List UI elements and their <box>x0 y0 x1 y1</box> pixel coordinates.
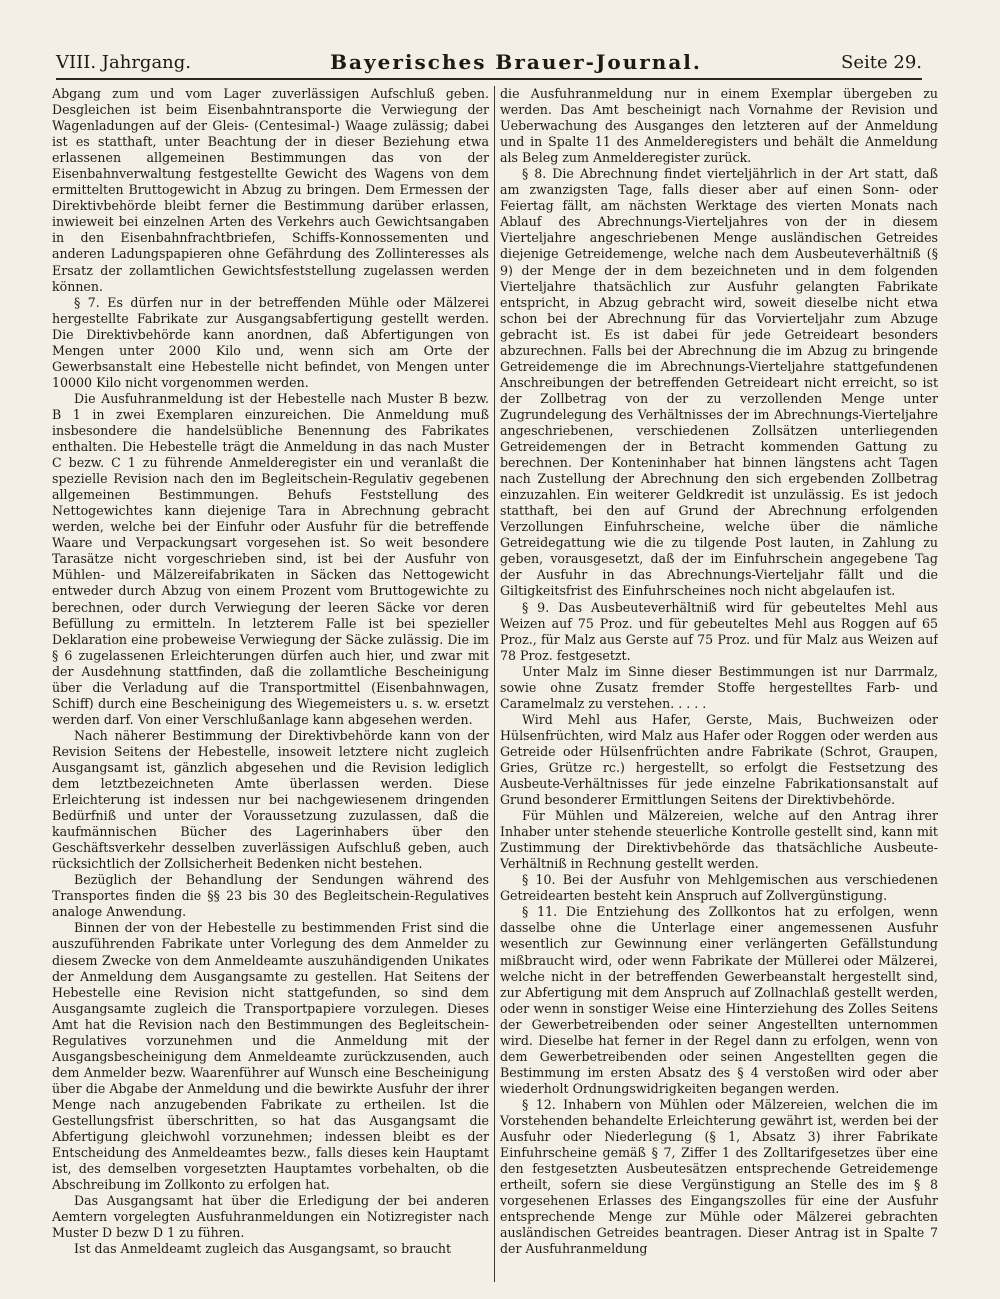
paragraph: Das Ausgangsamt hat über die Erledigung der bei anderen Aemtern vorgelegten Ausfuhranmeldungen ein Notizregister nach Muster D bezw D 1 zu führen. <box>52 1193 489 1241</box>
volume-label: VIII. Jahrgang. <box>56 51 192 73</box>
paragraph: Für Mühlen und Mälzereien, welche auf den Antrag ihrer Inhaber unter stehende steuerliche Kontrolle gestellt sind, kann mit Zustimmung der Direktivbehörde das thatsächliche Ausbeute-Verhältniß in Rechnung gestellt werden. <box>500 808 938 872</box>
paragraph: die Ausfuhranmeldung nur in einem Exemplar übergeben zu werden. Das Amt bescheinigt nach Vornahme der Revision und Ueberwachung des Ausganges den letzteren auf der Anmeldung und in Spalte 11 des Anmelderegisters und behält die Anmeldung als Beleg zum Anmelderegister zurück. <box>500 86 938 166</box>
paragraph: § 10. Bei der Ausfuhr von Mehlgemischen aus verschiedenen Getreidearten besteht kein Anspruch auf Zollvergünstigung. <box>500 872 938 904</box>
paragraph: Bezüglich der Behandlung der Sendungen während des Transportes finden die §§ 23 bis 30 des Begleitschein-Regulatives analoge Anwendung. <box>52 872 489 920</box>
paragraph: Nach näherer Bestimmung der Direktivbehörde kann von der Revision Seitens der Hebestelle, insoweit letztere nicht zugleich Ausgangsamt ist, gänzlich abgesehen und die Revision lediglich dem letztbezeichneten Amte überlassen werden. Diese Erleichterung ist indessen nur bei nachgewiesenem dringenden Bedürfniß und unter der Voraussetzung zuzulassen, daß die kaufmännischen Bücher des Lagerinhabers über den Geschäftsverkehr desselben zuverlässigen Aufschluß geben, auch rücksichtlich der Zollsicherheit Bedenken nicht bestehen. <box>52 727 489 872</box>
journal-title: Bayerisches Brauer-Journal. <box>330 50 702 74</box>
paragraph: Ist das Anmeldeamt zugleich das Ausgangsamt, so braucht <box>74 1241 452 1257</box>
page-header <box>56 46 922 80</box>
paragraph: § 7. Es dürfen nur in der betreffenden Mühle oder Mälzerei hergestellte Fabrikate zur Ausgangsabfertigung gestellt werden. Die Direktivbehörde kann anordnen, daß Abfertigungen von Mengen unter 2000 Kilo und, wenn sich am Orte der Gewerbsanstalt eine Hebestelle nicht befindet, von Mengen unter 10000 Kilo nicht vorgenommen werden. <box>52 294 489 390</box>
page-number: Seite 29. <box>841 51 922 73</box>
paragraph: § 8. Die Abrechnung findet vierteljährlich in der Art statt, daß am zwanzigsten Tage, falls dieser aber auf einen Sonn- oder Feiertag fällt, am nächsten Werktage des vierten Monats nach Ablauf des Abrechnungs-Vierteljahres von der in diesem Vierteljahre angeschriebenen Menge ausländischen Getreides diejenige Getreidemenge, welche nach dem Ausbeuteverhältniß (§ 9) der Menge der in dem bezeichneten und in dem folgenden Vierteljahre thatsächlich zur Ausfuhr gelangten Fabrikate entspricht, in Abzug gebracht wird, soweit dieselbe nicht etwa schon bei der Abrechnung für das Vorvierteljahr zum Abzuge gebracht ist. Es ist dabei für jede Getreideart besonders abzurechnen. Falls bei der Abrechnung die im Abzug zu bringende Getreidemenge die im Abrechnungs-Vierteljahre stattgefundenen Anschreibungen der betreffenden Getreideart nicht erreicht, so ist der Zollbetrag von der zu verzollenden Menge unter Zugrundelegung des Verhältnisses der im Abrechnungs-Vierteljahre angeschriebenen, verschiedenen Zollsätzen unterliegenden Getreidemengen der in Betracht kommenden Gattung zu berechnen. Der Konteninhaber hat binnen längstens acht Tagen nach Zustellung der Abrechnung den sich ergebenden Zollbetrag einzuzahlen. Ein weiterer Geldkredit ist unzulässig. Es ist jedoch statthaft, bei den auf Grund der Abrechnung erfolgenden Verzollungen Einfuhrscheine, welche über die nämliche Getreidegattung wie die zu tilgende Post lauten, in Zahlung zu geben, vorausgesetzt, daß der im Einfuhrschein angegebene Tag der Ausfuhr in das Abrechnungs-Vierteljahr fällt und die Giltigkeitsfrist des Einfuhrscheines noch nicht abgelaufen ist. <box>500 166 938 599</box>
paragraph: Unter Malz im Sinne dieser Bestimmungen ist nur Darrmalz, sowie ohne Zusatz fremder Stoffe hergestelltes Farb- und Caramelmalz zu verstehen. . . . . <box>500 663 938 711</box>
right-column <box>500 86 938 1282</box>
paragraph: Wird Mehl aus Hafer, Gerste, Mais, Buchweizen oder Hülsenfrüchten, wird Malz aus Hafer oder Roggen oder werden aus Getreide oder Hülsenfrüchten andre Fabrikate (Schrot, Graupen, Gries, Grütze rc.) hergestellt, so erfolgt die Festsetzung des Ausbeute-Verhältnisses für jede einzelne Fabrikationsanstalt auf Grund besonderer Ermittlungen Seitens der Direktivbehörde. <box>500 711 938 808</box>
column-divider <box>494 86 495 1282</box>
paragraph: Abgang zum und vom Lager zuverlässigen Aufschluß geben. Desgleichen ist beim Eisenbahntransporte die Verwiegung der Wagenladungen auf der Gleis- (Centesimal-) Waage zulässig; dabei ist es statthaft, unter Beachtung der in dieser Beziehung etwa erlassenen allgemeinen Bestimmungen das von der Eisenbahnverwaltung festgestellte Gewicht des Wagens von dem ermittelten Bruttogewicht in Abzug zu bringen. Dem Ermessen der Direktivbehörde bleibt ferner die Bestimmung darüber erlassen, inwieweit bei einzelnen Arten des Verkehrs auch Gewichtsangaben in den Eisenbahnfrachtbriefen, Schiffs-Konnossementen und anderen Ladungspapieren ohne Gefährdung des Zollinteresses als Ersatz der zollamtlichen Gewichtsfeststellung zugelassen werden können. <box>52 86 489 294</box>
paragraph: Binnen der von der Hebestelle zu bestimmenden Frist sind die auszuführenden Fabrikate unter Vorlegung des dem Anmelder zu diesem Zwecke von dem Anmeldeamte auszuhändigenden Unikates der Anmeldung dem Ausgangsamte zu gestellen. Hat Seitens der Hebestelle eine Revision nicht stattgefunden, so sind dem Ausgangsamte zugleich die Transportpapiere vorzulegen. Dieses Amt hat die Revision nach den Bestimmungen des Begleitschein-Regulatives vorzunehmen und die Anmeldung mit der Ausgangsbescheinigung dem Anmeldeamte zurückzusenden, auch dem Anmelder bezw. Waarenführer auf Wunsch eine Bescheinigung über die Abgabe der Anmeldung und die bewirkte Ausfuhr der ihrer Menge nach anzugebenden Fabrikate zu ertheilen. Ist die Gestellungsfrist überschritten, so hat das Ausgangsamt die Abfertigung gleichwohl vorzunehmen; indessen bleibt es der Entscheidung des Anmeldeamtes bezw., falls dieses kein Hauptamt ist, des demselben vorgesetzten Hauptamtes vorbehalten, ob die Abschreibung im Zollkonto zu erfolgen hat. <box>52 920 489 1193</box>
left-column <box>52 86 489 1282</box>
paragraph: Die Ausfuhranmeldung ist der Hebestelle nach Muster B bezw. B 1 in zwei Exemplaren einzureichen. Die Anmeldung muß insbesondere die handelsübliche Benennung des Fabrikates enthalten. Die Hebestelle trägt die Anmeldung in das nach Muster C bezw. C 1 zu führende Anmelderegister ein und veranlaßt die spezielle Revision nach den im Begleitschein-Regulativ gegebenen allgemeinen Bestimmungen. Behufs Feststellung des Nettogewichtes kann diejenige Tara in Abrechnung gebracht werden, welche bei der Einfuhr oder Ausfuhr für die betreffende Waare und Verpackungsart vorgesehen ist. So weit besondere Tarasätze nicht vorgeschrieben sind, ist bei der Ausfuhr von Mühlen- und Mälzereifabrikaten in Säcken das Nettogewicht entweder durch Abzug von einem Prozent vom Bruttogewichte zu berechnen, oder durch Verwiegung der leeren Säcke vor deren Befüllung zu ermitteln. In letzterem Falle ist bei spezieller Deklaration eine probeweise Verwiegung der Säcke zulässig. Die im § 6 zugelassenen Erleichterungen dürfen auch hier, und zwar mit der Ausdehnung stattfinden, daß die zollamtliche Bescheinigung über die Verladung auf die Transportmittel (Eisenbahnwagen, Schiff) durch eine Bescheinigung des Wiegemeisters u. s. w. ersetzt werden darf. Von einer Verschlußanlage kann abgesehen werden. <box>52 390 489 727</box>
paragraph: § 11. Die Entziehung des Zollkontos hat zu erfolgen, wenn dasselbe ohne die Unterlage einer angemessenen Ausfuhr wesentlich zur Gewinnung einer verlängerten Gefällstundung mißbraucht wird, oder wenn Fabrikate der Müllerei oder Mälzerei, welche nicht in der betreffenden Gewerbeanstalt hergestellt sind, zur Abfertigung mit dem Anspruch auf Zollnachlaß gestellt werden, oder wenn in sonstiger Weise eine Hinterziehung des Zolles Seitens der Gewerbetreibenden oder seiner Angestellten unternommen wird. Dieselbe hat ferner in der Regel dann zu erfolgen, wenn von dem Gewerbetreibenden oder seinen Angestellten gegen die Bestimmung im ersten Absatz des § 4 verstoßen wird oder aber wiederholt Ordnungswidrigkeiten begangen werden. <box>500 904 938 1096</box>
paragraph: § 9. Das Ausbeuteverhältniß wird für gebeuteltes Mehl aus Weizen auf 75 Proz. und für gebeuteltes Mehl aus Roggen auf 65 Proz., für Malz aus Gerste auf 75 Proz. und für Malz aus Weizen auf 78 Proz. festgesetzt. <box>500 599 938 663</box>
paragraph: § 12. Inhabern von Mühlen oder Mälzereien, welchen die im Vorstehenden behandelte Erleichterung gewährt ist, werden bei der Ausfuhr oder Niederlegung (§ 1, Absatz 3) ihrer Fabrikate Einfuhrscheine gemäß § 7, Ziffer 1 des Zolltarifgesetzes über eine den festgesetzten Ausbeutesätzen entsprechende Getreidemenge ertheilt, sofern sie diese Vergünstigung an Stelle des im § 8 vorgesehenen Erlasses des Eingangszolles für eine der Ausfuhr entsprechende Menge zur Mühle oder Mälzerei gebrachten ausländischen Getreides beantragen. Dieser Antrag ist in Spalte 7 der Ausfuhranmeldung <box>500 1096 938 1257</box>
